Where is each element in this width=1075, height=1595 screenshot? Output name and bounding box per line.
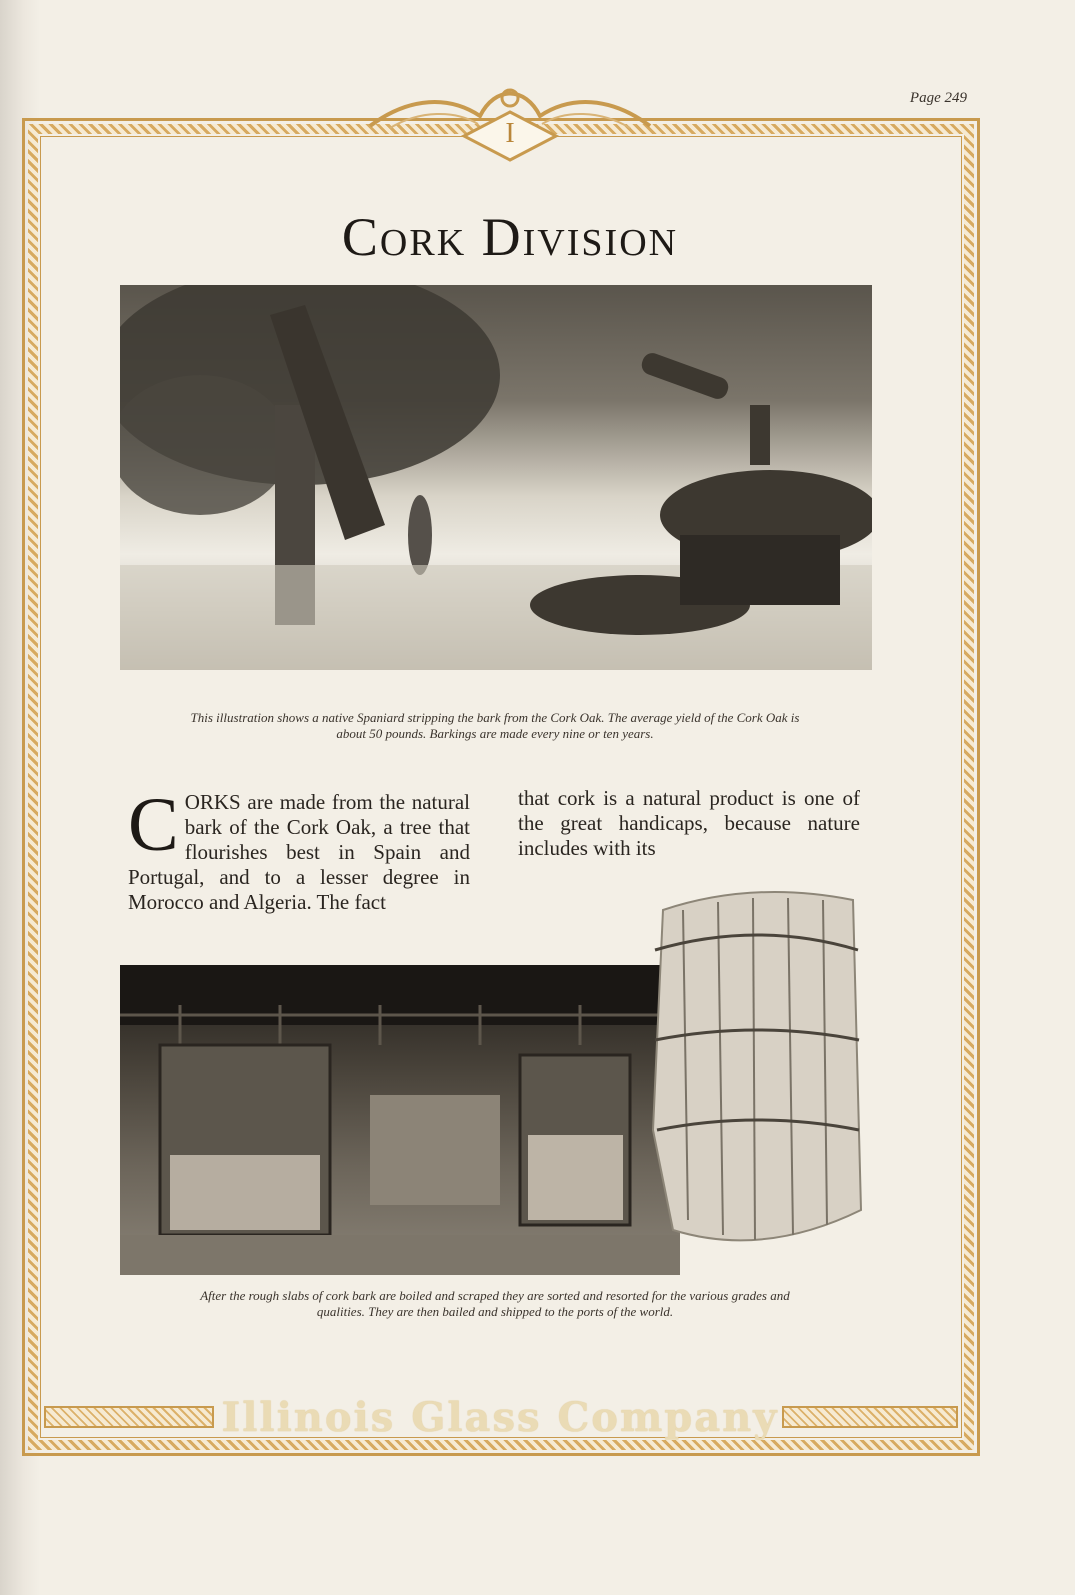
footer-ornament-right [782, 1406, 958, 1428]
header-crest [360, 76, 660, 166]
cork-bale-image [643, 880, 865, 1258]
page-title: Cork Division [341, 207, 679, 267]
article-text-left: are made from the natural bark of the Cork Oak, a tree that flourishes best in Spain and Portugal, and to a lesser degree in Morocco and Algeria. The fact [128, 790, 470, 914]
bottom-photo-caption: After the rough slabs of cork bark are boiled and scraped they are sorted and resorted for the various grades and qualities. They are then bailed and shipped to the ports of the world. [200, 1288, 790, 1319]
article-lead-word: ORKS [184, 790, 241, 814]
cork-harvest-illustration [120, 285, 872, 670]
page-number: Page 249 [909, 90, 967, 106]
top-photo-caption: This illustration shows a native Spaniard stripping the bark from the Cork Oak. The average yield of the Cork Oak is about 50 pounds. Barkings are made every nine or ten years. [190, 710, 800, 741]
cork-warehouse-photo [120, 965, 680, 1275]
footer-brand-name: Illinois Glass Company [221, 1394, 779, 1441]
article-column-right: that cork is a natural product is one of the great handicaps, because nature includes with its [518, 786, 860, 860]
article-column-left [128, 783, 470, 915]
cork-harvest-photo [120, 285, 872, 670]
cork-warehouse-illustration [120, 965, 680, 1275]
cork-bale-illustration [643, 880, 865, 1258]
footer-ornament-left [44, 1406, 214, 1428]
drop-cap: C [128, 783, 179, 867]
crest-letter: I [505, 118, 515, 149]
